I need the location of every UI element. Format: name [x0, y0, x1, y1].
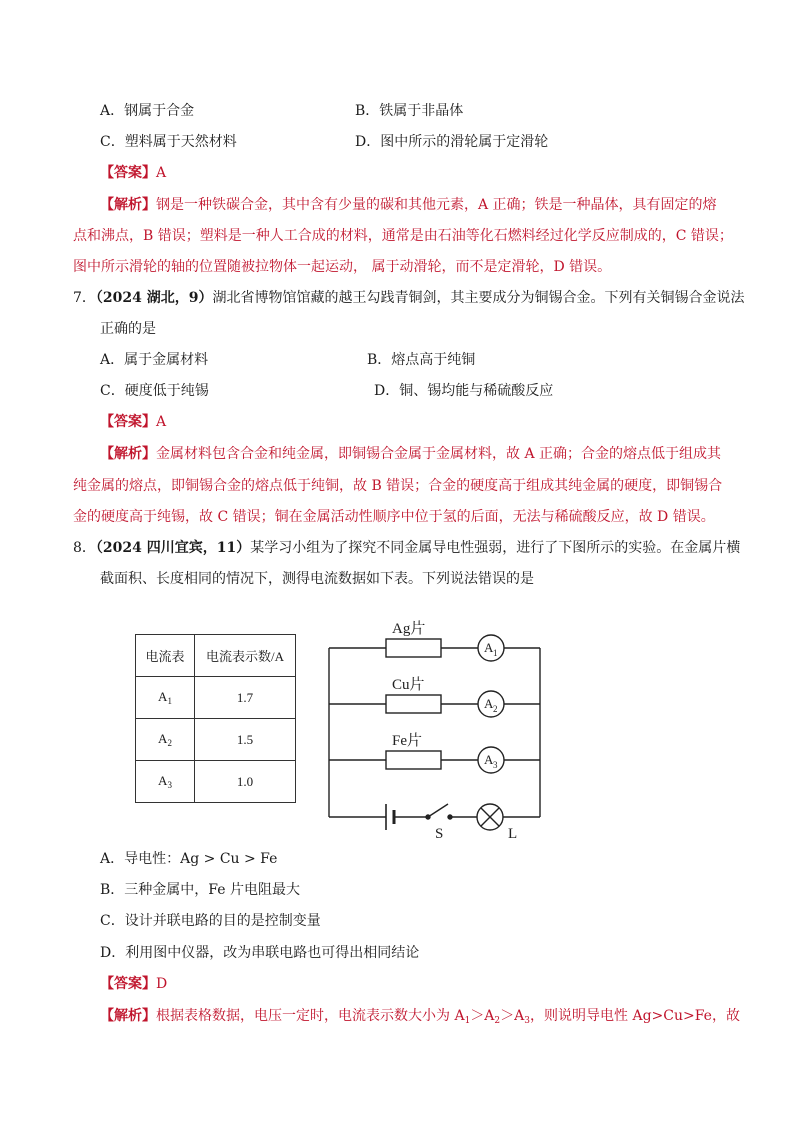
resistor-fe	[386, 751, 441, 769]
answer-tag: 【答案】	[100, 976, 156, 992]
table-row	[136, 719, 296, 761]
svg-text:1: 1	[493, 648, 498, 658]
q8-stem-line-2: 截面积、长度相同的情况下，测得电流数据如下表。下列说法错误的是	[100, 571, 534, 587]
ammeter-label: A	[484, 696, 494, 711]
label-ag: Ag片	[392, 621, 426, 637]
q6-option-b: B．铁属于非晶体	[355, 103, 464, 119]
q8-answer	[100, 974, 167, 994]
table-cell-value: 1.0	[195, 761, 296, 803]
analysis-text: 钢是一种铁碳合金，其中含有少量的碳和其他元素，A 正确；铁是一种晶体，具有固定的熔	[156, 197, 717, 213]
q7-analysis-line-3: 金的硬度高于纯锡，故 C 错误；铜在金属活动性顺序中位于氢的后面，无法与稀硫酸反应，故 D 错误。	[73, 509, 715, 525]
q7-option-a: A．属于金属材料	[100, 352, 209, 368]
label-fe: Fe片	[392, 733, 423, 749]
q8-option-b: B．三种金属中，Fe 片电阻最大	[100, 882, 300, 898]
answer-tag: 【答案】	[100, 414, 156, 430]
q6-option-a: A．钢属于合金	[100, 103, 195, 119]
table-header: 电流表示数/A	[195, 635, 296, 677]
q7-option-b: B．熔点高于纯铜	[367, 352, 476, 368]
q6-option-c: C．塑料属于天然材料	[100, 134, 237, 150]
q7-source: （2024 湖北，9）	[95, 290, 213, 306]
lamp-label: L	[508, 826, 518, 842]
svg-text:3: 3	[493, 760, 498, 770]
answer-tag: 【答案】	[100, 165, 156, 181]
switch-label: S	[435, 826, 444, 842]
table-cell-meter: $A_3$	[136, 761, 195, 803]
table-cell-meter: $A_2$	[136, 719, 195, 761]
answer-value: A	[156, 414, 167, 430]
q8-stem-text: 某学习小组为了探究不同金属导电性强弱，进行了下图所示的实验。在金属片横	[250, 540, 741, 556]
table-cell-value: 1.7	[195, 677, 296, 719]
resistor-ag	[386, 639, 441, 657]
answer-value: D	[156, 976, 168, 992]
label-cu: Cu片	[392, 677, 425, 693]
switch-lever	[428, 804, 448, 817]
q7-stem-line-1	[73, 288, 745, 308]
q8-option-d: D．利用图中仪器，改为串联电路也可得出相同结论	[100, 945, 420, 961]
analysis-tag: 【解析】	[100, 197, 156, 213]
table-row	[136, 677, 296, 719]
q8-option-c: C．设计并联电路的目的是控制变量	[100, 913, 321, 929]
q6-analysis-line-3: 图中所示滑轮的轴的位置随被拉物体一起运动， 属于动滑轮，而不是定滑轮，D 错误。	[73, 259, 612, 275]
parallel-circuit-diagram	[322, 612, 552, 842]
table-cell-value: 1.5	[195, 719, 296, 761]
current-table	[135, 634, 296, 803]
analysis-text: 金属材料包含合金和纯金属，即铜锡合金属于金属材料，故 A 正确；合金的熔点低于组成其	[156, 446, 722, 462]
q8-number: 8．	[73, 540, 96, 556]
q7-option-c: C．硬度低于纯锡	[100, 383, 209, 399]
q7-number: 7．	[73, 290, 96, 306]
q7-stem-line-2: 正确的是	[100, 321, 156, 337]
q7-answer	[100, 412, 166, 432]
q6-analysis-line-1	[100, 195, 717, 215]
q8-source: （2024 四川宜宾，11）	[95, 540, 251, 556]
table-cell-meter: $A_1$	[136, 677, 195, 719]
resistor-cu	[386, 695, 441, 713]
table-header-row	[136, 635, 296, 677]
q8-option-a: A．导电性：Ag > Cu > Fe	[100, 851, 278, 867]
q7-analysis-line-1	[100, 444, 721, 464]
q7-stem-text: 湖北省博物馆馆藏的越王勾践青铜剑，其主要成分为铜锡合金。下列有关铜锡合金说法	[212, 290, 745, 306]
answer-value: A	[156, 165, 167, 181]
q6-answer	[100, 163, 166, 183]
q8-stem-line-1	[73, 538, 740, 558]
table-header: 电流表	[136, 635, 195, 677]
q6-option-d: D．图中所示的滑轮属于定滑轮	[355, 134, 549, 150]
svg-text:2: 2	[493, 704, 498, 714]
q7-option-d: D．铜、锡均能与稀硫酸反应	[374, 383, 554, 399]
q6-analysis-line-2: 点和沸点，B 错误；塑料是一种人工合成的材料，通常是由石油等化石燃料经过化学反应制成的，C 错误；	[73, 228, 733, 244]
analysis-tag: 【解析】	[100, 1008, 156, 1024]
ammeter-label: A	[484, 752, 494, 767]
q8-analysis-line-1: 【解析】根据表格数据，电压一定时，电流表示数大小为 $A_1>A_2>A_3$，则说明导电性 Ag>Cu>Fe，故	[100, 1008, 740, 1026]
analysis-tag: 【解析】	[100, 446, 156, 462]
ammeter-label: A	[484, 640, 494, 655]
q7-analysis-line-2: 纯金属的熔点，即铜锡合金的熔点低于纯铜，故 B 错误；合金的硬度高于组成其纯金属的硬度，即铜锡合	[73, 478, 723, 494]
table-row	[136, 761, 296, 803]
